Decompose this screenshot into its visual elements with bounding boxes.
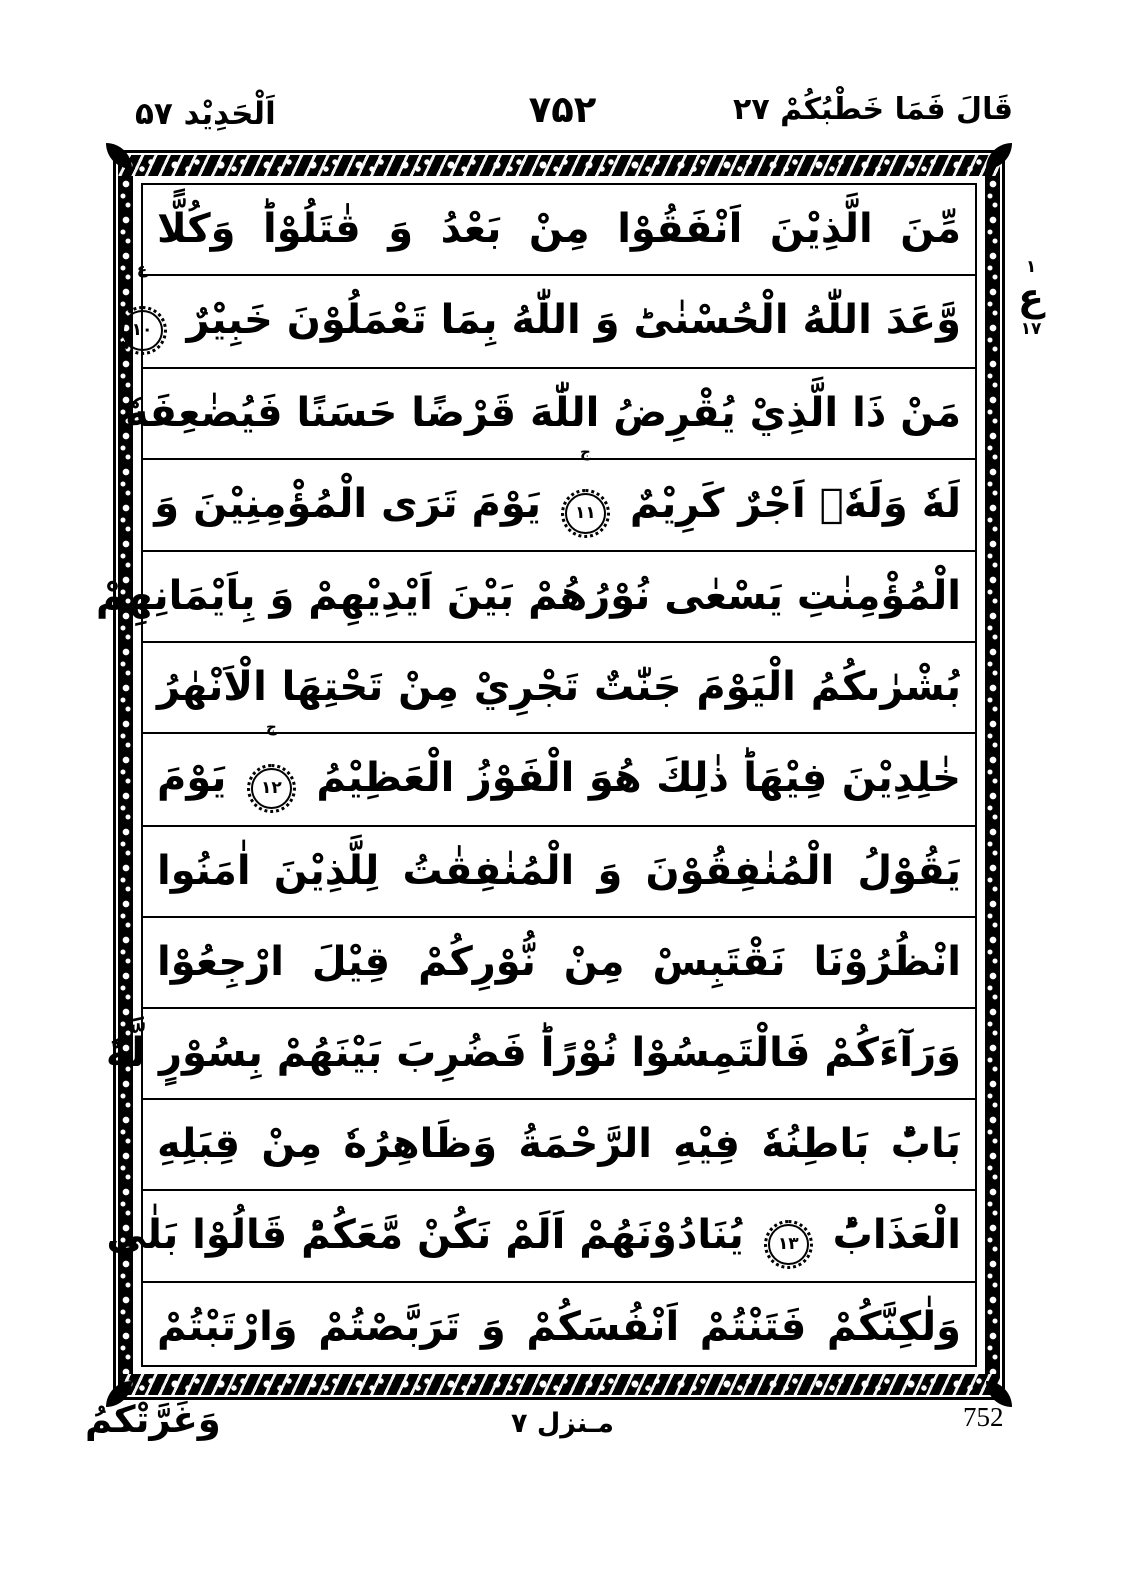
ayah-text: خٰلِدِيْنَ فِيْهَاؕ ذٰلِكَ هُوَ الْفَوْزُ الْعَظِيْمُ <box>316 755 961 801</box>
quran-line-9 <box>143 918 975 1009</box>
quran-line-13 <box>143 1283 975 1372</box>
quran-line-12 <box>106 1191 975 1284</box>
waqf-mark: ج <box>265 717 277 736</box>
catchword-next-page-word: وَغَرَّتْكُمُ <box>85 1398 221 1441</box>
ayah-number: ۱۳ <box>768 1224 809 1265</box>
ayah-text: بُشْرٰىكُمُ الْيَوْمَ جَنّٰتٌ تَجْرِيْ مِنْ تَحْتِهَا الْاَنْهٰرُ <box>157 664 961 710</box>
ayah-text: يَوْمَ تَرَى الْمُؤْمِنِيْنَ وَ <box>154 480 541 527</box>
ayah-end-marker <box>565 443 606 550</box>
quran-line-11 <box>143 1100 975 1191</box>
ayah-text: يَقُوْلُ الْمُنٰفِقُوْنَ وَ الْمُنٰفِقٰتُ لِلَّذِيْنَ اٰمَنُوا <box>157 847 961 894</box>
ruku-margin-marker <box>1008 258 1054 341</box>
quran-line-2 <box>131 259 975 369</box>
frame-ornament-bottom <box>118 1374 1000 1395</box>
ruku-surah-count: ۱ <box>1025 257 1037 277</box>
decorative-frame <box>95 150 1005 1400</box>
quran-line-7 <box>143 717 975 827</box>
ayah-text: لَهٗ وَلَهٗۤ اَجْرٌ كَرِيْمٌ <box>629 480 961 527</box>
quran-line-5 <box>95 552 975 643</box>
ayah-text: انْظُرُوْنَا نَقْتَبِسْ مِنْ نُّوْرِكُمْ قِيْلَ ارْجِعُوْا <box>157 938 961 985</box>
waqf-mark: ج <box>580 443 591 461</box>
header-juz-title: قَالَ فَمَا خَطْبُكُمْ ۲۷ <box>733 92 1013 127</box>
quran-text-area <box>95 183 977 1367</box>
ayah-text: مِّنَ الَّذِيْنَ اَنْفَقُوْا مِنْ بَعْدُ وَ قٰتَلُوْاؕ وَكُلًّا <box>157 206 961 252</box>
quran-line-4 <box>143 443 975 553</box>
ayah-end-marker <box>251 717 292 825</box>
frame-ornament-right <box>985 176 1000 1374</box>
manzil-label: مـنزل ۷ <box>510 1408 615 1439</box>
ayah-text: يَوْمَ <box>157 755 227 801</box>
frame-ornament-top <box>118 155 1000 176</box>
ayah-text: وَّعَدَ اللّٰهُ الْحُسْنٰىؕ وَ اللّٰهُ بِمَا تَعْمَلُوْنَ خَبِيْرٌ <box>186 297 961 343</box>
header-page-number-arabic: ۷۵۲ <box>528 88 597 131</box>
quran-line-3 <box>125 369 975 460</box>
corner-flourish-top-left <box>106 143 132 169</box>
ayah-number: ۱۰ <box>122 310 163 351</box>
page-number: 752 <box>963 1402 1004 1432</box>
ayah-end-marker <box>122 259 163 367</box>
ayah-number: ۱۱ <box>565 493 606 534</box>
quran-line-10 <box>105 1009 975 1100</box>
ayah-text: الْعَذَابُؕ <box>832 1211 961 1258</box>
ayah-end-marker <box>768 1192 809 1281</box>
ruku-juz-count: ۱۷ <box>1020 319 1042 340</box>
ayah-text: الْمُؤْمِنٰتِ يَسْعٰى نُوْرُهُمْ بَيْنَ اَيْدِيْهِمْ وَ بِاَيْمَانِهِمْ <box>95 573 961 619</box>
quran-line-1 <box>143 185 975 276</box>
ayah-text: وَلٰكِنَّكُمْ فَتَنْتُمْ اَنْفُسَكُمْ وَ تَرَبَّصْتُمْ وَارْتَبْتُمْ <box>157 1304 961 1350</box>
waqf-mark: ع <box>136 259 148 278</box>
ayah-text: بَابٌؕ بَاطِنُهٗ فِيْهِ الرَّحْمَةُ وَظَاهِرُهٗ مِنْ قِبَلِهِ <box>157 1120 961 1167</box>
ruku-ain-symbol: ع <box>1018 274 1044 319</box>
corner-flourish-top-right <box>986 143 1012 169</box>
ayah-number: ۱۲ <box>251 768 292 809</box>
ayah-text: وَرَآءَكُمْ فَالْتَمِسُوْا نُوْرًاؕ فَضُرِبَ بَيْنَهُمْ بِسُوْرٍ لَّهٗ <box>105 1029 961 1076</box>
ayah-text: مَنْ ذَا الَّذِيْ يُقْرِضُ اللّٰهَ قَرْضًا حَسَنًا فَيُضٰعِفَهٗ <box>125 389 961 436</box>
header-surah-title: اَلْحَدِيْد ۵۷ <box>135 96 276 132</box>
quran-line-8 <box>143 827 975 918</box>
ayah-text: يُنَادُوْنَهُمْ اَلَمْ نَكُنْ مَّعَكُمْؕ قَالُوْا بَلٰى <box>106 1211 744 1258</box>
